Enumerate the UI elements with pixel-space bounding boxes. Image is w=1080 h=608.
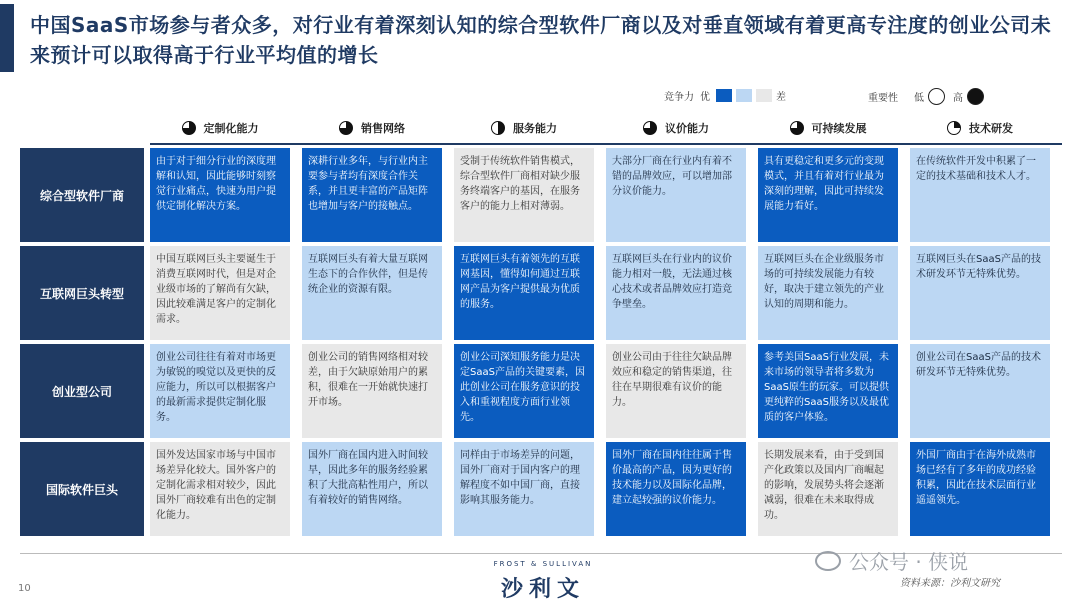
matrix-cell: 参考美国SaaS行业发展，未来市场的领导者将多数为SaaS原生的玩家。可以提供更纯粹的SaaS服务以及最优质的客户体验。 xyxy=(758,344,898,438)
title-accent-bar xyxy=(0,4,14,72)
brand-english: FROST & SULLIVAN xyxy=(493,560,593,568)
filled-circle-icon xyxy=(967,88,984,105)
column-header-label: 销售网络 xyxy=(361,122,405,135)
matrix-cell: 具有更稳定和更多元的变现模式，并且有着对行业最为深刻的理解，因此可持续发展能力看好。 xyxy=(758,148,898,242)
matrix-cell: 大部分厂商在行业内有着不错的品牌效应，可以增加部分议价能力。 xyxy=(606,148,746,242)
matrix-cell: 创业公司往往有着对市场更为敏锐的嗅觉以及更快的反应能力，所以可以根据客户的最新需求提供定制化服务。 xyxy=(150,344,290,438)
pie-chart-icon xyxy=(182,121,196,135)
pie-chart-icon xyxy=(491,121,505,135)
legend-swatch-high xyxy=(716,89,732,102)
column-header xyxy=(150,112,290,144)
legend-swatch-mid xyxy=(736,89,752,102)
matrix-cell: 互联网巨头有着大量互联网生态下的合作伙伴，但是传统企业的资源有限。 xyxy=(302,246,442,340)
column-header xyxy=(302,112,442,144)
row-label: 国际软件巨头 xyxy=(20,442,144,536)
matrix-cell: 创业公司深知服务能力是决定SaaS产品的关键要素，因此创业公司在服务意识的投入和重视程度方面行业领先。 xyxy=(454,344,594,438)
column-header xyxy=(758,112,898,144)
watermark xyxy=(815,546,968,575)
column-header xyxy=(606,112,746,144)
watermark-text: 公众号 · 侠说 xyxy=(849,550,969,574)
matrix-cell: 由于对于细分行业的深度理解和认知，因此能够时刻察觉行业痛点，快速为用户提供定制化解决方案。 xyxy=(150,148,290,242)
pie-chart-icon xyxy=(643,121,657,135)
page-number: 10 xyxy=(18,583,31,594)
column-header xyxy=(910,112,1050,144)
column-header xyxy=(454,112,594,144)
matrix-cell: 互联网巨头有着领先的互联网基因，懂得如何通过互联网产品为客户提供最为优质的服务。 xyxy=(454,246,594,340)
matrix-cell: 互联网巨头在企业级服务市场的可持续发展能力有较好，取决于建立领先的产业认知的周期和能力。 xyxy=(758,246,898,340)
matrix-cell: 国外厂商在国内往往属于售价最高的产品，因为更好的技术能力以及国际化品牌，建立起较强的议价能力。 xyxy=(606,442,746,536)
matrix-cell: 创业公司的销售网络相对较差，由于欠缺原始用户的累积，很难在一开始就快速打开市场。 xyxy=(302,344,442,438)
matrix-cell: 互联网巨头在SaaS产品的技术研发环节无特殊优势。 xyxy=(910,246,1050,340)
column-header-label: 服务能力 xyxy=(513,122,557,135)
source-note: 资料来源：沙利文研究 xyxy=(900,578,1000,589)
brand-logo: 沙利文 xyxy=(500,577,585,602)
matrix-cell: 中国互联网巨头主要诞生于消费互联网时代，但是对企业级市场的了解尚有欠缺，因此较难满足客户的定制化需求。 xyxy=(150,246,290,340)
pie-chart-icon xyxy=(790,121,804,135)
competitiveness-label: 竞争力 xyxy=(664,92,694,103)
comparison-matrix xyxy=(20,112,1062,546)
pie-chart-icon xyxy=(947,121,961,135)
matrix-cell: 互联网巨头在行业内的议价能力相对一般，无法通过核心技术或者品牌效应打造竞争壁垒。 xyxy=(606,246,746,340)
empty-circle-icon xyxy=(928,88,945,105)
competitiveness-legend xyxy=(664,88,792,103)
page-title: 中国SaaS市场参与者众多，对行业有着深刻认知的综合型软件厂商以及对垂直领域有着更高专注度的创业公司未来预计可以取得高于行业平均值的增长 xyxy=(30,13,1052,67)
wechat-icon xyxy=(815,551,841,571)
legend-high-label: 优 xyxy=(700,92,710,103)
importance-low-label: 低 xyxy=(914,93,924,104)
importance-label: 重要性 xyxy=(868,93,898,104)
matrix-cell: 受制于传统软件销售模式，综合型软件厂商相对缺少服务终端客户的基因，在服务客户的能力上相对薄弱。 xyxy=(454,148,594,242)
legend-swatch-low xyxy=(756,89,772,102)
importance-high-label: 高 xyxy=(953,93,963,104)
column-header-label: 议价能力 xyxy=(665,122,709,135)
matrix-cell: 深耕行业多年，与行业内主要参与者均有深度合作关系，并且更丰富的产品矩阵也增加与客户的接触点。 xyxy=(302,148,442,242)
column-header-label: 可持续发展 xyxy=(811,122,867,135)
matrix-cell: 长期发展来看，由于受到国产化政策以及国内厂商崛起的影响，发展势头将会逐渐减弱，很难在未来取得成功。 xyxy=(758,442,898,536)
matrix-cell: 创业公司由于往往欠缺品牌效应和稳定的销售渠道，往往在早期很难有议价的能力。 xyxy=(606,344,746,438)
matrix-cell: 创业公司在SaaS产品的技术研发环节无特殊优势。 xyxy=(910,344,1050,438)
matrix-cell: 国外厂商在国内进入时间较早，因此多年的服务经验累积了大批高粘性用户，所以有着较好的销售网络。 xyxy=(302,442,442,536)
matrix-cell: 同样由于市场差异的问题，国外厂商对于国内客户的理解程度不如中国厂商，直接影响其服务能力。 xyxy=(454,442,594,536)
matrix-cell: 外国厂商由于在海外成熟市场已经有了多年的成功经验积累，因此在技术层面行业遥遥领先。 xyxy=(910,442,1050,536)
row-label: 创业型公司 xyxy=(20,344,144,438)
row-label: 综合型软件厂商 xyxy=(20,148,144,242)
legend-low-label: 差 xyxy=(776,92,786,103)
pie-chart-icon xyxy=(339,121,353,135)
column-header-label: 定制化能力 xyxy=(203,122,259,135)
row-label: 互联网巨头转型 xyxy=(20,246,144,340)
matrix-cell: 在传统软件开发中积累了一定的技术基础和技术人才。 xyxy=(910,148,1050,242)
matrix-cell: 国外发达国家市场与中国市场差异化较大。国外客户的定制化需求相对较少，因此国外厂商较难有出色的定制化能力。 xyxy=(150,442,290,536)
column-header-label: 技术研发 xyxy=(969,122,1013,135)
importance-legend xyxy=(868,88,992,105)
